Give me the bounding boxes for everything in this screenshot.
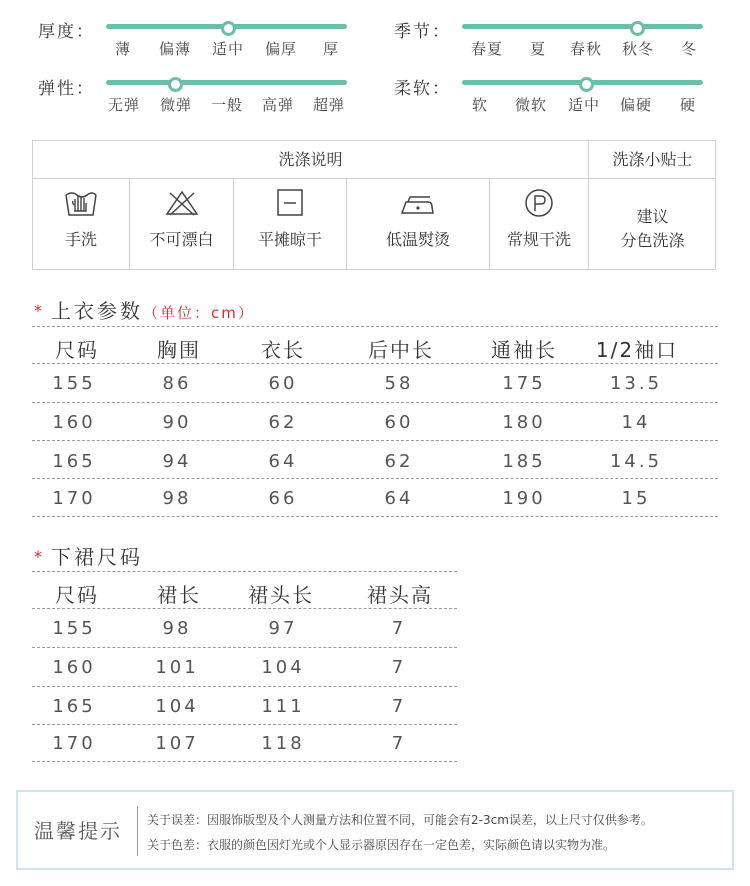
table-cell: 15 xyxy=(621,488,651,509)
table-cell: 86 xyxy=(162,373,192,394)
warm-tip-separator xyxy=(137,806,138,856)
table-cell: 118 xyxy=(261,733,305,754)
elasticity-level-2: 一般 xyxy=(210,96,244,114)
season-level-3: 秋冬 xyxy=(621,40,655,58)
table-divider xyxy=(32,608,457,609)
table-cell: 180 xyxy=(502,412,546,433)
season-marker xyxy=(630,21,645,36)
table-cell: 64 xyxy=(384,488,414,509)
table-divider xyxy=(32,686,457,687)
softness-label: 柔软： xyxy=(394,79,451,99)
table-cell: 94 xyxy=(162,451,192,472)
table-divider xyxy=(32,516,718,517)
wash-item-dry-flat xyxy=(234,179,346,271)
top-table-unit: （单位：cm） xyxy=(143,304,255,322)
washing-tip-line: 建议 xyxy=(636,207,669,226)
header-cell: 胸围 xyxy=(157,338,201,362)
table-divider xyxy=(32,571,457,572)
table-cell: 90 xyxy=(162,412,192,433)
table-divider xyxy=(32,724,457,725)
elasticity-label: 弹性： xyxy=(38,79,95,99)
wash-item-label: 不可漂白 xyxy=(149,230,214,249)
hand-wash-icon xyxy=(63,187,99,219)
table-cell: 7 xyxy=(391,618,407,639)
low-iron-icon xyxy=(398,187,438,219)
thickness-label: 厚度： xyxy=(38,22,95,42)
elasticity-level-1: 微弹 xyxy=(159,96,193,114)
table-cell: 7 xyxy=(391,657,407,678)
washing-table xyxy=(32,140,716,270)
wash-item-no-bleach xyxy=(130,179,233,271)
wash-item-label: 低温熨烫 xyxy=(385,230,450,249)
table-cell: 175 xyxy=(502,373,546,394)
header-cell: 尺码 xyxy=(55,338,99,362)
table-cell: 155 xyxy=(52,618,96,639)
elasticity-marker xyxy=(168,77,183,92)
warm-tip-line: 关于色差：衣服的颜色因灯光或个人显示器原因存在一定色差，实际颜色请以实物为准。 xyxy=(147,838,616,852)
table-cell: 101 xyxy=(155,657,199,678)
table-cell: 60 xyxy=(384,412,414,433)
elasticity-track xyxy=(106,80,347,85)
table-divider xyxy=(32,363,718,364)
table-divider xyxy=(32,440,718,441)
dry-flat-icon xyxy=(272,187,308,219)
washing-tip xyxy=(589,179,716,271)
table-cell: 62 xyxy=(268,412,298,433)
warm-tip-title: 温馨提示 xyxy=(34,819,122,843)
table-cell: 190 xyxy=(502,488,546,509)
table-cell: 97 xyxy=(268,618,298,639)
table-cell: 64 xyxy=(268,451,298,472)
table-cell: 160 xyxy=(52,412,96,433)
header-cell: 衣长 xyxy=(261,338,305,362)
wash-item-low-iron xyxy=(347,179,489,271)
table-cell: 60 xyxy=(268,373,298,394)
table-cell: 14 xyxy=(621,412,651,433)
star-icon: * xyxy=(34,547,45,566)
header-cell: 裙长 xyxy=(157,583,201,607)
softness-level-1: 微软 xyxy=(514,96,548,114)
header-cell: 裙头长 xyxy=(248,583,314,607)
washing-title: 洗涤说明 xyxy=(278,150,343,169)
table-cell: 155 xyxy=(52,373,96,394)
thickness-level-3: 偏厚 xyxy=(264,40,298,58)
thickness-marker xyxy=(221,21,236,36)
skirt-table-title-text: 下裙尺码 xyxy=(51,545,143,569)
table-divider xyxy=(32,761,457,762)
skirt-table-title xyxy=(34,541,143,570)
elasticity-level-4: 超弹 xyxy=(312,96,346,114)
top-table-title xyxy=(34,295,255,324)
season-level-1: 夏 xyxy=(529,40,547,58)
table-cell: 98 xyxy=(162,488,192,509)
warm-tip-box xyxy=(16,790,734,870)
thickness-level-0: 薄 xyxy=(114,40,132,58)
elasticity-level-3: 高弹 xyxy=(261,96,295,114)
elasticity-level-0: 无弹 xyxy=(107,96,141,114)
table-cell: 107 xyxy=(155,733,199,754)
table-cell: 7 xyxy=(391,733,407,754)
softness-level-4: 硬 xyxy=(679,96,697,114)
header-cell: 后中长 xyxy=(368,338,434,362)
wash-item-hand-wash xyxy=(33,179,129,271)
table-divider xyxy=(32,326,718,327)
table-cell: 13.5 xyxy=(609,373,663,394)
header-cell: 裙头高 xyxy=(367,583,433,607)
table-cell: 165 xyxy=(52,451,96,472)
dry-clean-icon xyxy=(521,187,557,219)
table-cell: 62 xyxy=(384,451,414,472)
season-level-0: 春夏 xyxy=(470,40,504,58)
table-cell: 170 xyxy=(52,488,96,509)
wash-item-label: 常规干洗 xyxy=(506,230,571,249)
table-cell: 104 xyxy=(155,696,199,717)
thickness-level-1: 偏薄 xyxy=(158,40,192,58)
table-cell: 98 xyxy=(162,618,192,639)
thickness-level-4: 厚 xyxy=(322,40,340,58)
table-cell: 165 xyxy=(52,696,96,717)
wash-item-label: 手洗 xyxy=(64,230,97,249)
softness-level-3: 偏硬 xyxy=(619,96,653,114)
thickness-level-2: 适中 xyxy=(211,40,245,58)
season-level-2: 春秋 xyxy=(569,40,603,58)
no-bleach-icon xyxy=(164,187,200,219)
softness-marker xyxy=(579,77,594,92)
table-cell: 104 xyxy=(261,657,305,678)
table-cell: 170 xyxy=(52,733,96,754)
table-divider xyxy=(32,478,718,479)
header-cell: 1/2袖口 xyxy=(595,338,679,362)
table-cell: 66 xyxy=(268,488,298,509)
softness-level-0: 软 xyxy=(471,96,489,114)
season-level-4: 冬 xyxy=(680,40,698,58)
table-divider xyxy=(32,402,718,403)
table-cell: 111 xyxy=(261,696,305,717)
season-track xyxy=(462,24,703,29)
softness-level-2: 适中 xyxy=(567,96,601,114)
star-icon: * xyxy=(34,301,45,320)
warm-tip-line: 关于误差：因服饰版型及个人测量方法和位置不同，可能会有2-3cm误差，以上尺寸仅供参考。 xyxy=(147,813,653,827)
top-table-title-text: 上衣参数 xyxy=(51,299,143,323)
table-cell: 185 xyxy=(502,451,546,472)
table-cell: 160 xyxy=(52,657,96,678)
table-cell: 7 xyxy=(391,696,407,717)
table-divider xyxy=(32,647,457,648)
header-cell: 尺码 xyxy=(55,583,99,607)
season-label: 季节： xyxy=(394,22,451,42)
table-cell: 58 xyxy=(384,373,414,394)
washing-tip-line: 分色洗涤 xyxy=(620,231,685,250)
wash-item-dry-clean xyxy=(490,179,588,271)
table-cell: 14.5 xyxy=(609,451,663,472)
header-cell: 通袖长 xyxy=(491,338,557,362)
wash-item-label: 平摊晾干 xyxy=(257,230,322,249)
washing-tips-title: 洗涤小贴士 xyxy=(612,150,693,169)
